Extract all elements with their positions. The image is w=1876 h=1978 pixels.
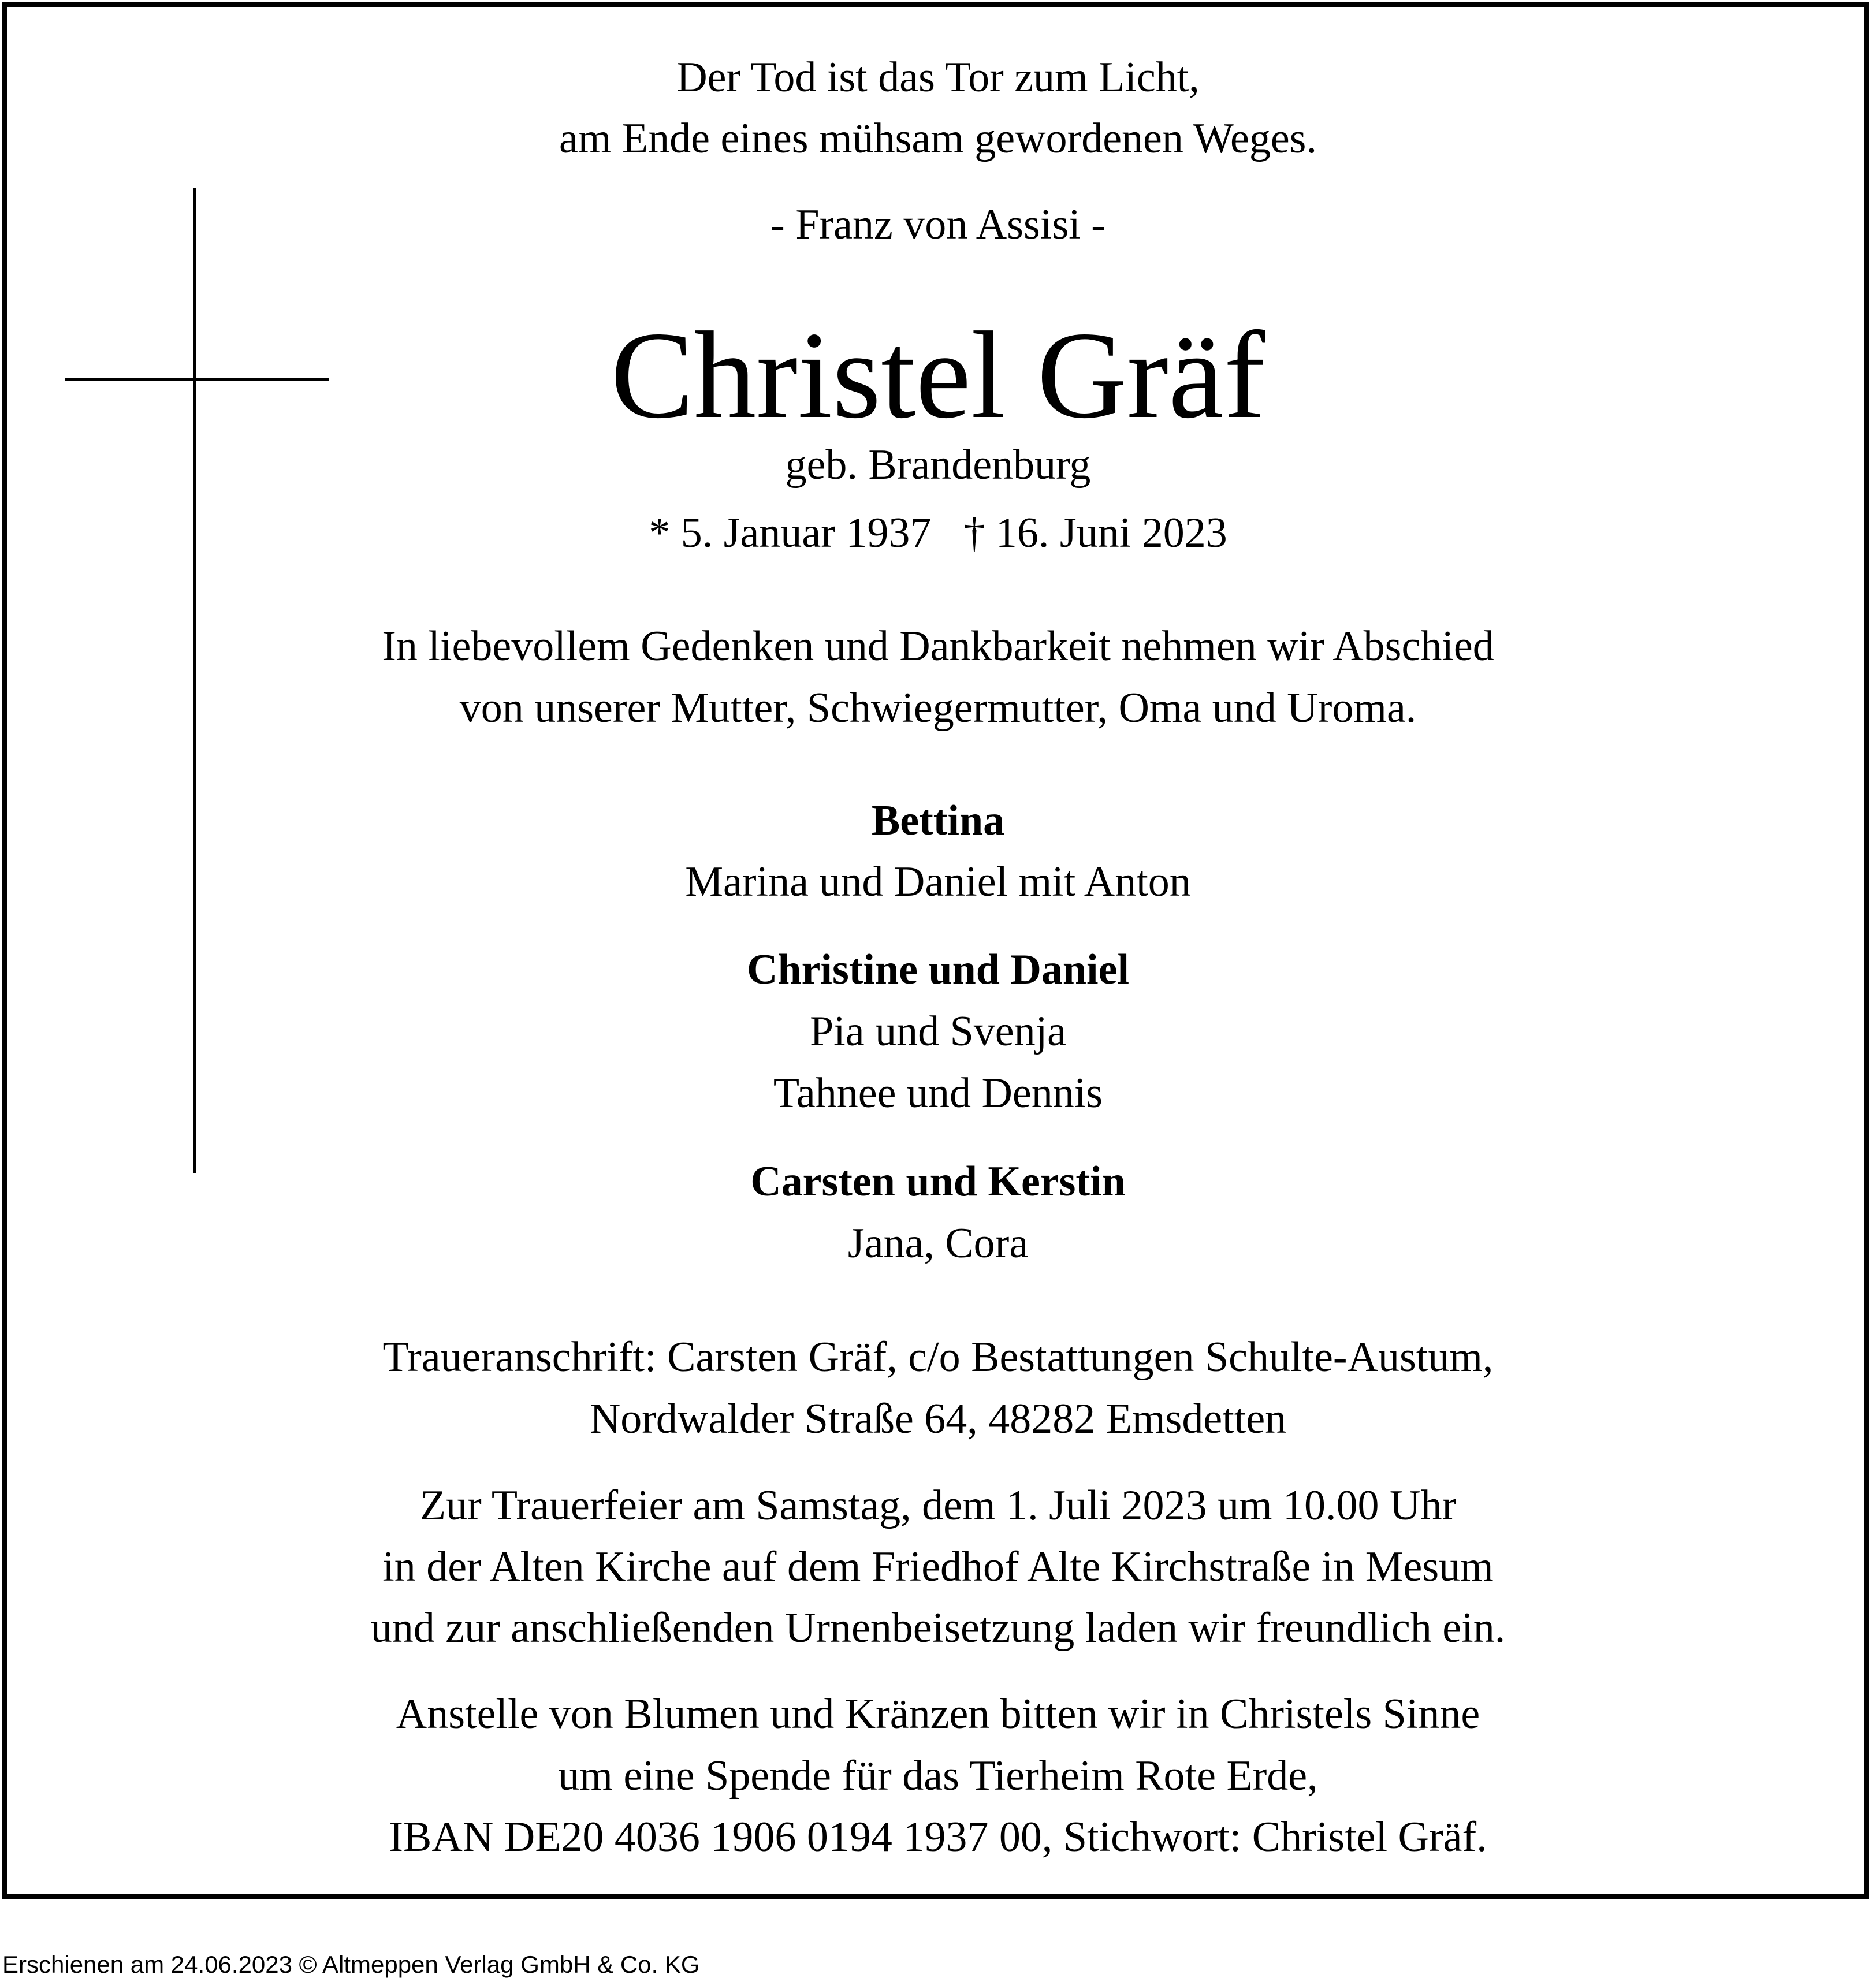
ceremony-line-3: und zur anschließenden Urnenbeisetzung laden wir freundlich ein.: [370, 1604, 1506, 1652]
family-member: Pia und Svenja: [810, 1008, 1066, 1055]
farewell-line-2: von unserer Mutter, Schwiegermutter, Oma und Uroma.: [459, 684, 1417, 732]
donation-line-1: Anstelle von Blumen und Kränzen bitten wir in Christels Sinne: [396, 1690, 1480, 1738]
birth-name: geb. Brandenburg: [785, 441, 1091, 489]
ceremony-line-1: Zur Trauerfeier am Samstag, dem 1. Juli 2023 um 10.00 Uhr: [419, 1482, 1457, 1529]
death-date: † 16. Juni 2023: [963, 509, 1227, 557]
family-main-3: Carsten und Kerstin: [750, 1158, 1126, 1205]
family-main-2: Christine und Daniel: [746, 946, 1130, 993]
donation-line-2: um eine Spende für das Tierheim Rote Erde,: [558, 1752, 1318, 1800]
quote-line-1: Der Tod ist das Tor zum Licht,: [676, 54, 1200, 101]
address-line-1: Traueranschrift: Carsten Gräf, c/o Bestattungen Schulte-Austum,: [382, 1333, 1494, 1381]
farewell-line-1: In liebevollem Gedenken und Dankbarkeit nehmen wir Abschied: [382, 623, 1494, 670]
life-dates: [0, 509, 1876, 557]
family-member: Jana, Cora: [847, 1220, 1029, 1267]
family-member: Tahnee und Dennis: [773, 1070, 1103, 1117]
birth-date: * 5. Januar 1937: [649, 509, 932, 557]
donation-line-3: IBAN DE20 4036 1906 0194 1937 00, Stichwort: Christel Gräf.: [389, 1813, 1487, 1861]
family-main-1: Bettina: [871, 797, 1005, 844]
quote-author: - Franz von Assisi -: [770, 201, 1106, 248]
family-member: Marina und Daniel mit Anton: [685, 858, 1191, 906]
quote-line-2: am Ende eines mühsam gewordenen Weges.: [559, 115, 1317, 162]
ceremony-line-2: in der Alten Kirche auf dem Friedhof Alte Kirchstraße in Mesum: [382, 1543, 1494, 1590]
deceased-name: Christel Gräf: [611, 306, 1265, 444]
publication-footer: Erschienen am 24.06.2023 © Altmeppen Verlag GmbH & Co. KG: [2, 1951, 700, 1978]
address-line-2: Nordwalder Straße 64, 48282 Emsdetten: [589, 1395, 1287, 1443]
